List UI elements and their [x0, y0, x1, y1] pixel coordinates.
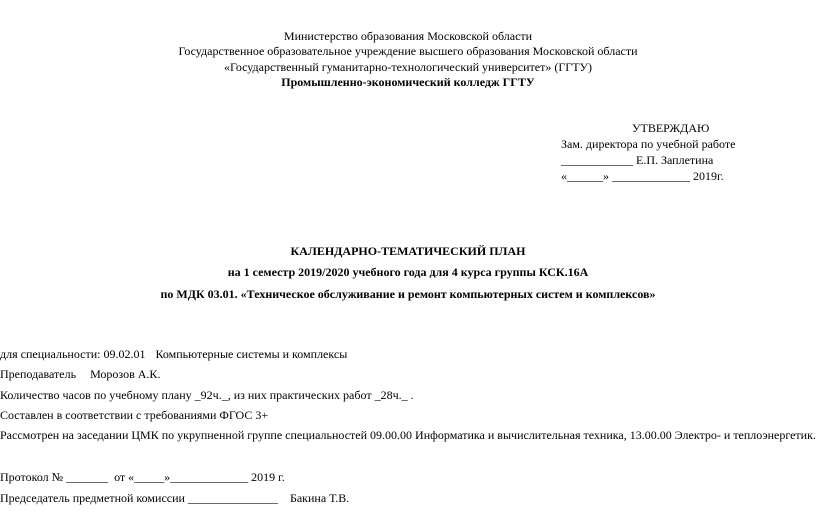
chairman-line: [0, 491, 349, 505]
specialty-name: Компьютерные системы и комплексы: [155, 347, 348, 361]
specialty-line: [0, 347, 347, 361]
chairman-name: Бакина Т.В.: [289, 491, 350, 505]
plan-module: по МДК 03.01. «Техническое обслуживание и ремонт компьютерных систем и комплексов»: [160, 287, 656, 301]
hours-practical: _28ч._: [374, 388, 408, 402]
approval-date: «______» _____________ 2019г.: [561, 169, 724, 183]
plan-semester: на 1 семестр 2019/2020 учебного года для 4 курса группы КСК.16А: [227, 265, 589, 279]
standard-line: Составлен в соответствии с требованиями ФГОС 3+: [0, 408, 269, 422]
hours-prefix: Количество часов по учебному плану: [0, 388, 192, 402]
review-line: Рассмотрен на заседании ЦМК по укрупненной группе специальностей 09.00.00 Информатика и вычислительная техника, 13.00.00 Электро- и теплоэнергетик.: [0, 428, 816, 442]
protocol-line: Протокол № _______ от «_____»_____________ 2019 г.: [0, 470, 285, 484]
institution-line: Государственное образовательное учреждение высшего образования Московской области: [178, 44, 638, 58]
chairman-label: Председатель предметной комиссии _______________: [0, 491, 278, 505]
university-line: «Государственный гуманитарно-технологический университет» (ГГТУ): [223, 60, 593, 74]
specialty-label: для специальности: 09.02.01: [0, 347, 146, 361]
hours-suffix: .: [410, 388, 414, 402]
hours-line: [0, 388, 414, 402]
teacher-label: Преподаватель: [0, 367, 77, 381]
approval-position: Зам. директора по учебной работе: [561, 137, 736, 151]
ministry-line: Министерство образования Московской области: [283, 29, 533, 43]
approval-signature: ____________ Е.П. Заплетина: [561, 153, 714, 167]
hours-total: _92ч._: [194, 388, 228, 402]
college-line: Промышленно-экономический колледж ГГТУ: [281, 75, 535, 89]
plan-title: КАЛЕНДАРНО-ТЕМАТИЧЕСКИЙ ПЛАН: [290, 244, 526, 258]
hours-middle: , из них практических работ: [227, 388, 372, 402]
teacher-line: [0, 367, 160, 381]
teacher-name: Морозов А.К.: [90, 367, 161, 381]
approval-title: УТВЕРЖДАЮ: [632, 121, 710, 135]
